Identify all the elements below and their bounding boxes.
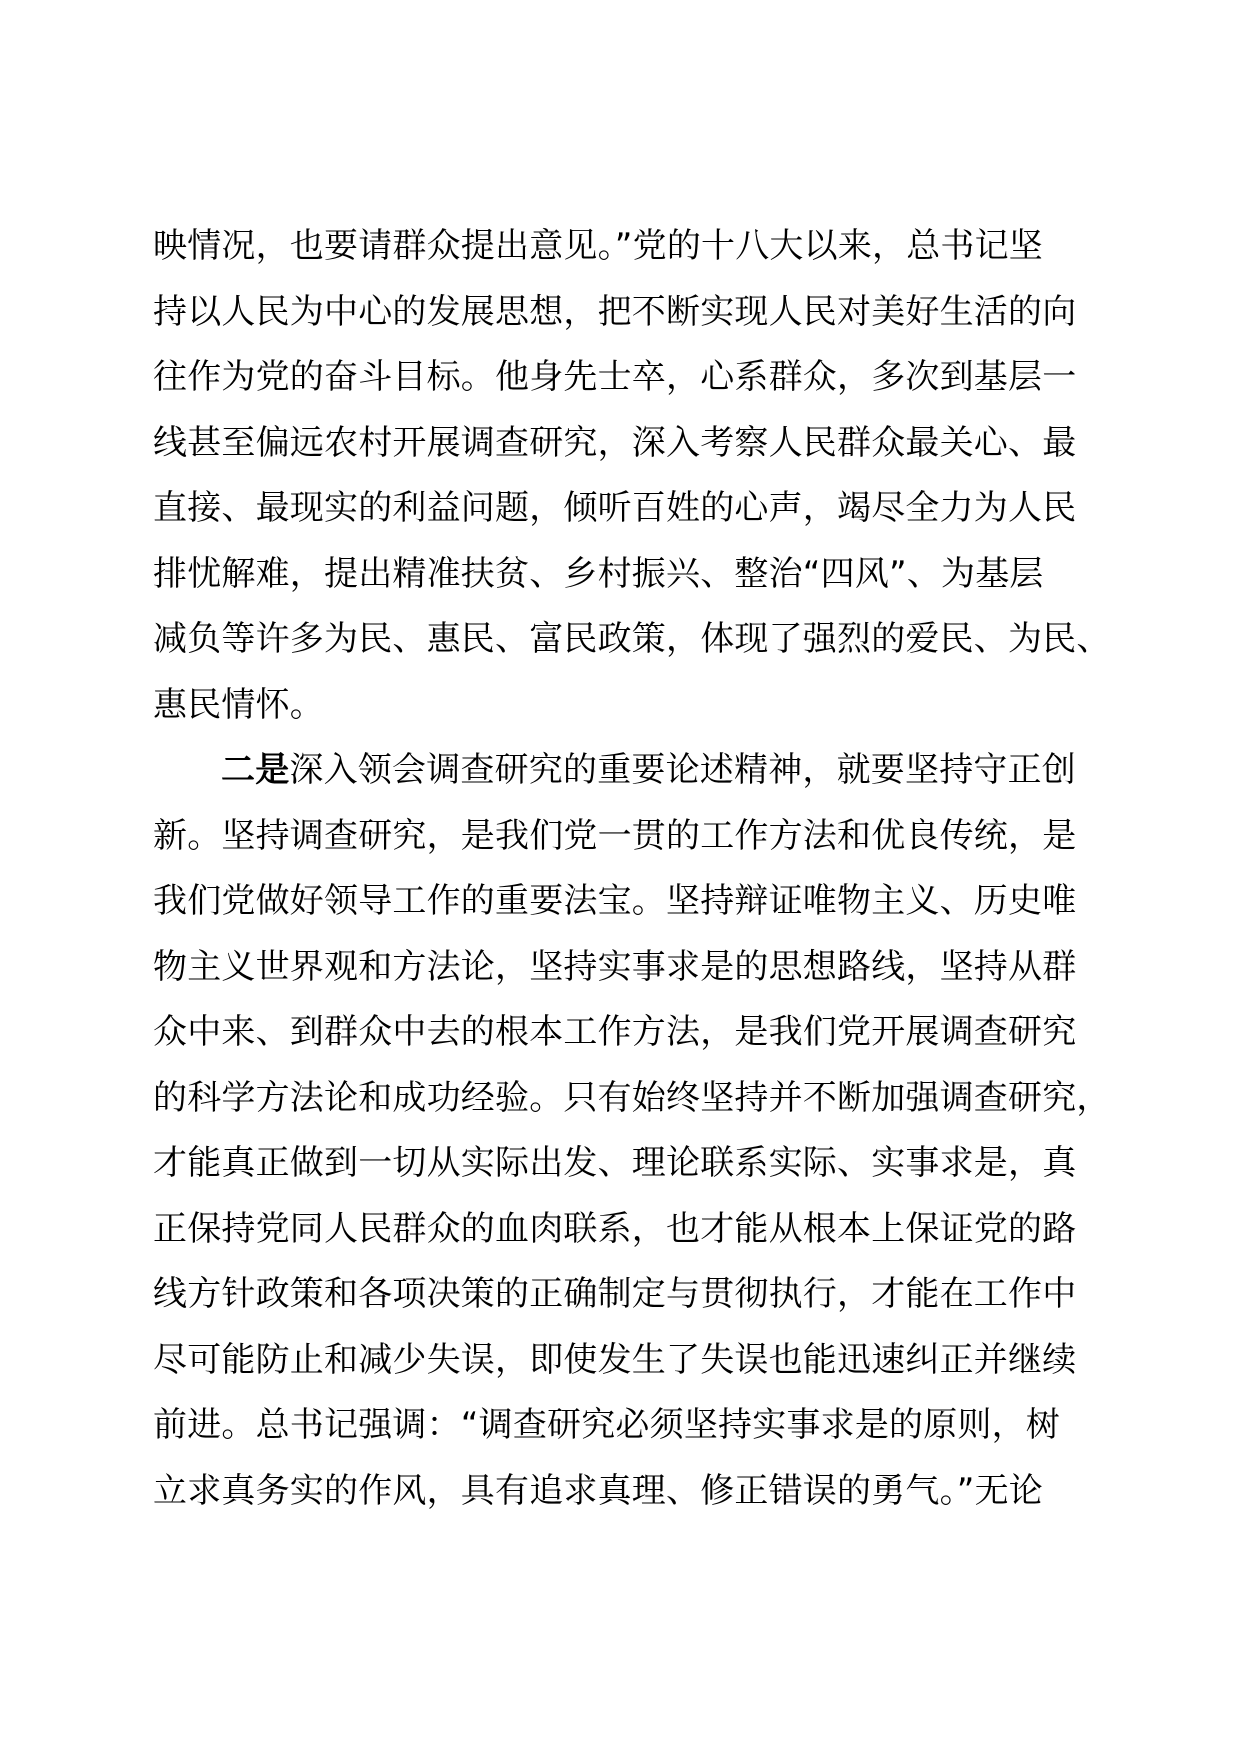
text-line: 才能真正做到一切从实际出发、理论联系实际、实事求是，真 bbox=[153, 1143, 1077, 1183]
text-line: 线方针政策和各项决策的正确制定与贯彻执行，才能在工作中 bbox=[153, 1274, 1077, 1314]
text-line: 线甚至偏远农村开展调查研究，深入考察人民群众最关心、最 bbox=[153, 422, 1077, 463]
text-line: 我们党做好领导工作的重要法宝。坚持辩证唯物主义、历史唯 bbox=[153, 881, 1077, 921]
text-line: 尽可能防止和减少失误，即使发生了失误也能迅速纠正并继续 bbox=[153, 1339, 1077, 1380]
paragraph-lead-heading: 二是 bbox=[221, 750, 290, 790]
text-line: 众中来、到群众中去的根本工作方法，是我们党开展调查研究 bbox=[153, 1012, 1077, 1052]
text-line: 正保持党同人民群众的血肉联系，也才能从根本上保证党的路 bbox=[153, 1208, 1077, 1249]
text-line: 排忧解难，提出精准扶贫、乡村振兴、整治“四风”、为基层 bbox=[153, 553, 1044, 594]
text-line: 前进。总书记强调：“调查研究必须坚持实事求是的原则，树 bbox=[153, 1405, 1061, 1445]
text-line: 直接、最现实的利益问题，倾听百姓的心声，竭尽全力为人民 bbox=[153, 488, 1077, 528]
text-line: 新。坚持调查研究，是我们党一贯的工作方法和优良传统，是 bbox=[153, 815, 1077, 856]
paragraph-2-first-line bbox=[153, 738, 1113, 804]
body-text bbox=[153, 214, 1113, 1524]
paragraph-1 bbox=[153, 214, 1113, 738]
text-line: 往作为党的奋斗目标。他身先士卒，心系群众，多次到基层一 bbox=[153, 357, 1077, 397]
paragraph-2 bbox=[153, 738, 1113, 1524]
text-line: 惠民情怀。 bbox=[153, 684, 324, 725]
text-line: 减负等许多为民、惠民、富民政策，体现了强烈的爱民、为民、 bbox=[153, 619, 1111, 659]
text-line: 物主义世界观和方法论，坚持实事求是的思想路线，坚持从群 bbox=[153, 946, 1077, 987]
text-line: 的科学方法论和成功经验。只有始终坚持并不断加强调查研究， bbox=[153, 1077, 1111, 1118]
text-line: 映情况，也要请群众提出意见。”党的十八大以来，总书记坚 bbox=[153, 226, 1044, 266]
text-line: 立求真务实的作风，具有追求真理、修正错误的勇气。”无论 bbox=[153, 1470, 1044, 1511]
text-line: 持以人民为中心的发展思想，把不断实现人民对美好生活的向 bbox=[153, 291, 1077, 332]
paragraph-2-first-line-text: 深入领会调查研究的重要论述精神，就要坚持守正创 bbox=[289, 750, 1077, 790]
